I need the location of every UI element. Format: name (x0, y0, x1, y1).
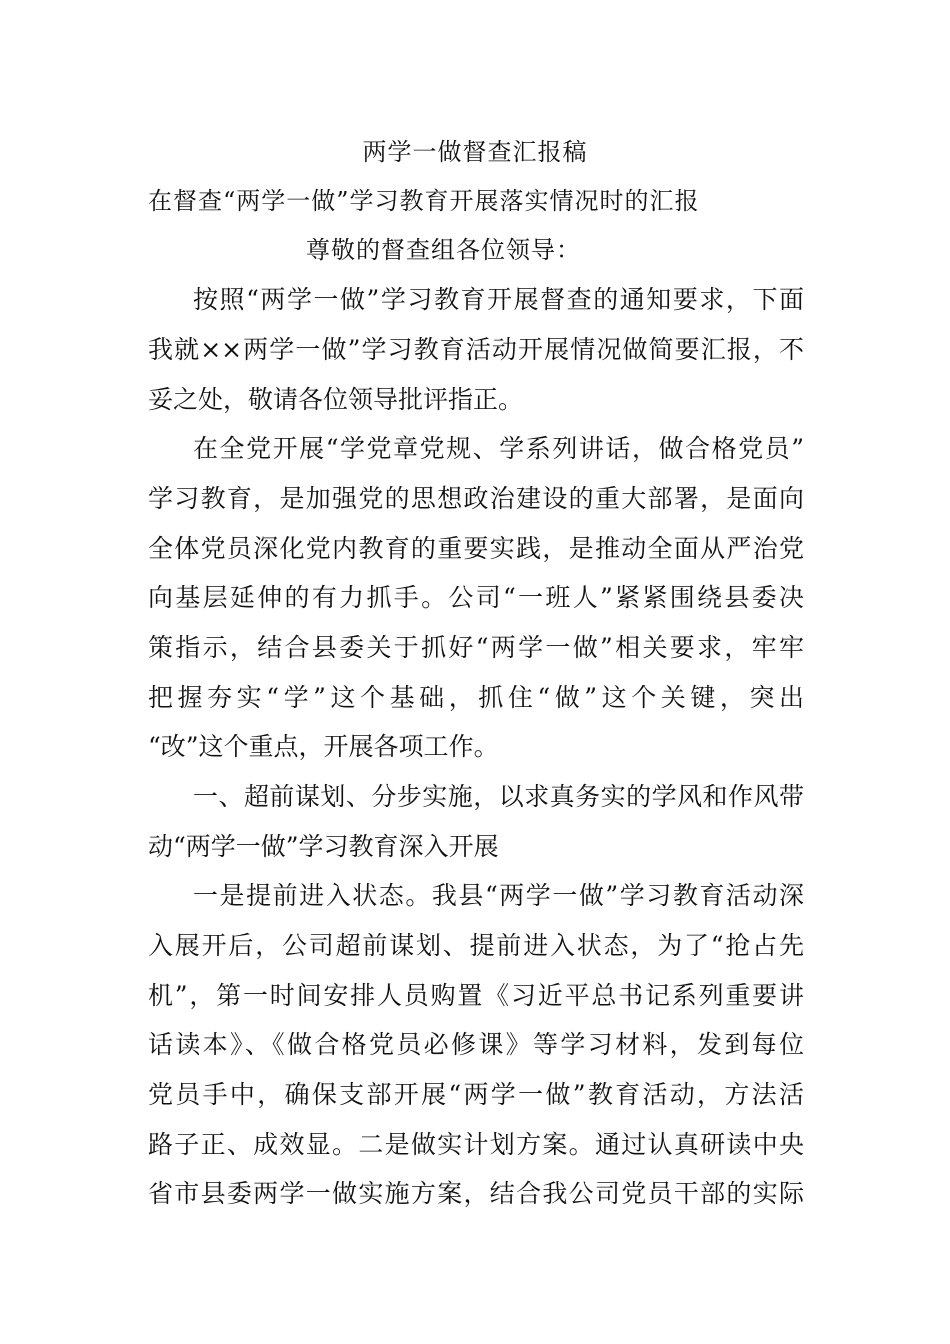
body-line: 向基层延伸的有力抓手。公司“一班人”紧紧围绕县委决 (148, 583, 804, 612)
body-line: 党员手中，确保支部开展“两学一做”教育活动，方法活 (148, 1080, 804, 1109)
body-line: 入展开后，公司超前谋划、提前进入状态，为了“抢占先 (148, 931, 804, 960)
body-line: 我就××两学一做”学习教育活动开展情况做简要汇报，不 (148, 335, 804, 364)
body-line: 路子正、成效显。二是做实计划方案。通过认真研读中央 (148, 1130, 804, 1159)
body-line: 话读本》、《做合格党员必修课》等学习材料，发到每位 (148, 1030, 804, 1059)
body-line: 按照“两学一做”学习教育开展督查的通知要求，下面 (193, 285, 804, 314)
body-line: 策指示，结合县委关于抓好“两学一做”相关要求，牢牢 (148, 633, 804, 662)
body-line: 一是提前进入状态。我县“两学一做”学习教育活动深 (193, 881, 804, 910)
body-line: 机”，第一时间安排人员购置《习近平总书记系列重要讲 (148, 981, 804, 1010)
salutation: 尊敬的督查组各位领导： (306, 236, 581, 264)
body-line: 在全党开展“学党章党规、学系列讲话，做合格党员” (193, 434, 804, 463)
body-line: 学习教育，是加强党的思想政治建设的重大部署，是面向 (148, 484, 804, 513)
body-line: 全体党员深化党内教育的重要实践，是推动全面从严治党 (148, 534, 804, 563)
body-line: 省市县委两学一做实施方案，结合我公司党员干部的实际 (148, 1179, 804, 1208)
body-line: 把握夯实“学”这个基础，抓住“做”这个关键，突出 (148, 683, 804, 712)
document-title: 两学一做督查汇报稿 (362, 138, 588, 166)
section-heading-line: 动“两学一做”学习教育深入开展 (148, 832, 499, 861)
section-heading-line: 一、超前谋划、分步实施，以求真务实的学风和作风带 (193, 782, 804, 811)
document-subtitle: 在督查“两学一做”学习教育开展落实情况时的汇报 (148, 187, 700, 215)
body-line: “改”这个重点，开展各项工作。 (148, 732, 499, 761)
body-line: 妥之处，敬请各位领导批评指正。 (148, 385, 524, 414)
